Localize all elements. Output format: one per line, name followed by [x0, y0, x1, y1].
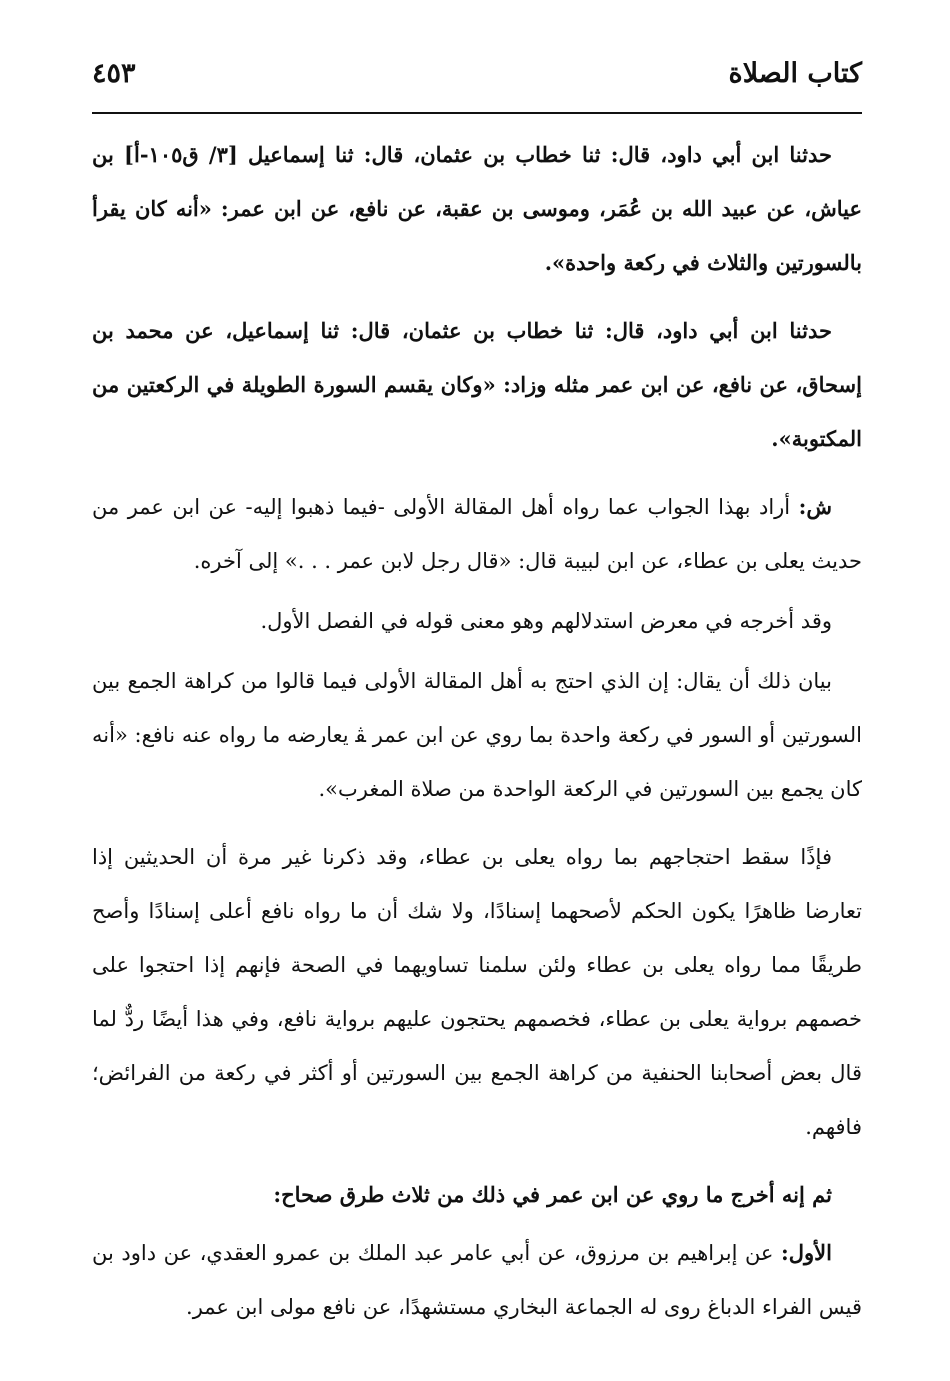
paragraph-text: حدثنا ابن أبي داود، قال: ثنا خطاب بن عثمان، قال: ثنا إسماعيل، عن محمد بن إسحاق، عن نافع، عن ابن عمر مثله وزاد: «وكان يقسم السورة الطويلة في الركعتين من المكتوبة». [92, 318, 862, 451]
section-heading [92, 1168, 862, 1222]
header-rule [92, 112, 862, 114]
route-label: الأول: [781, 1240, 832, 1265]
running-title: كتاب الصلاة [728, 58, 862, 89]
page-header [92, 58, 862, 98]
commentary-marker: ش: [798, 494, 832, 519]
first-route-paragraph [92, 1226, 862, 1334]
paragraph-text: فإذًا سقط احتجاجهم بما رواه يعلى بن عطاء، وقد ذكرنا غير مرة أن الحديثين إذا تعارضا ظاهرًا يكون الحكم لأصحهما إسنادًا، ولا شك أن ما رواه نافع أعلى إسنادًا وأصح طريقًا مما رواه يعلى بن عطاء ولئن سلمنا تساويهما في الصحة فإنهم إذا احتجوا على خصمهم برواية يعلى بن عطاء، فخصمهم يحتجون عليهم برواية نافع، وفي هذا أيضًا ردٌّ لما قال بعض أصحابنا الحنفية من كراهة الجمع بين السورتين أو أكثر في ركعة من الفرائض؛ فافهم. [92, 845, 862, 1139]
paragraph-text: حدثنا ابن أبي داود، قال: ثنا خطاب بن عثمان، قال: ثنا إسماعيل [٣/ ق١٠٥-أ] بن عياش، عن عبيد الله بن عُمَر، وموسى بن عقبة، عن نافع، عن ابن عمر: «أنه كان يقرأ بالسورتين والثلاث في ركعة واحدة». [92, 142, 862, 275]
explanation-paragraph [92, 654, 862, 816]
page-number: ٤٥٣ [92, 58, 136, 89]
paragraph-text: بيان ذلك أن يقال: إن الذي احتج به أهل المقالة الأولى فيما قالوا من كراهة الجمع بين السورتين أو السور في ركعة واحدة بما روي عن ابن عمر ﭭ يعارضه ما رواه عنه نافع: «أنه كان يجمع بين السورتين في الركعة الواحدة من صلاة المغرب». [92, 669, 862, 801]
note-paragraph [92, 594, 862, 648]
paragraph-text: عن إبراهيم بن مرزوق، عن أبي عامر عبد الملك بن عمرو العقدي، عن داود بن قيس الفراء الدباغ روى له الجماعة البخاري مستشهدًا، عن نافع مولى ابن عمر. [92, 1241, 862, 1319]
page-body [92, 128, 862, 1348]
argument-paragraph [92, 830, 862, 1154]
paragraph-text: وقد أخرجه في معرض استدلالهم وهو معنى قوله في الفصل الأول. [260, 609, 832, 633]
hadith-paragraph-2 [92, 304, 862, 466]
paragraph-text: ثم إنه أخرج ما روي عن ابن عمر في ذلك من ثلاث طرق صحاح: [273, 1182, 832, 1207]
commentary-paragraph [92, 480, 862, 588]
hadith-paragraph-1 [92, 128, 862, 290]
paragraph-text: أراد بهذا الجواب عما رواه أهل المقالة الأولى -فيما ذهبوا إليه- عن ابن عمر من حديث يعلى بن عطاء، عن ابن لبيبة قال: «قال رجل لابن عمر . . .» إلى آخره. [92, 495, 862, 573]
